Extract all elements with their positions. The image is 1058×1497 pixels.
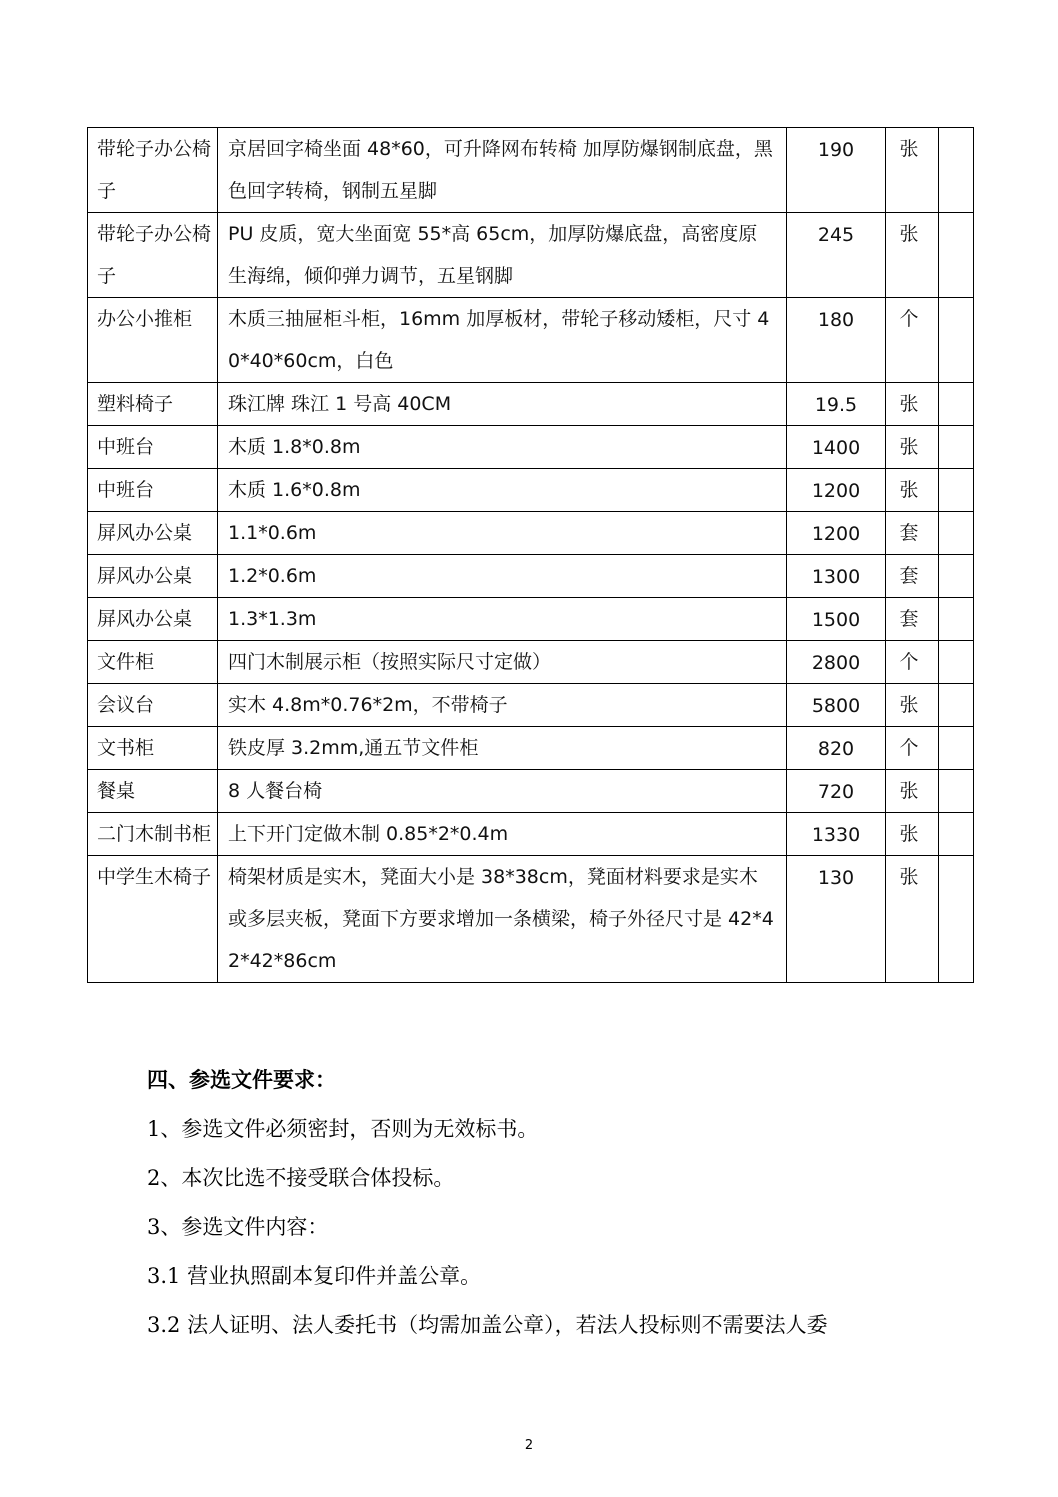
item-spec-cell: 木质 1.8*0.8m [218, 426, 787, 469]
table-row [88, 813, 974, 856]
item-blank-cell [939, 298, 974, 383]
requirement-2: 2、本次比选不接受联合体投标。 [147, 1166, 455, 1190]
item-spec-cell: 铁皮厚 3.2mm,通五节文件柜 [218, 727, 787, 770]
item-spec-cell: 上下开门定做木制 0.85*2*0.4m [218, 813, 787, 856]
item-blank-cell [939, 684, 974, 727]
furniture-table [87, 127, 974, 983]
item-unit-cell: 张 [886, 770, 939, 813]
requirement-3-1: 3.1 营业执照副本复印件并盖公章。 [147, 1264, 482, 1288]
item-name-cell: 屏风办公桌 [88, 555, 218, 598]
table-row [88, 641, 974, 684]
table-row [88, 469, 974, 512]
item-unit-cell: 张 [886, 426, 939, 469]
item-blank-cell [939, 469, 974, 512]
item-name-cell: 文书柜 [88, 727, 218, 770]
item-spec-cell: 四门木制展示柜（按照实际尺寸定做） [218, 641, 787, 684]
item-price-cell: 1330 [787, 813, 886, 856]
item-blank-cell [939, 598, 974, 641]
item-name-cell: 餐桌 [88, 770, 218, 813]
item-unit-cell: 张 [886, 856, 939, 983]
item-spec-cell: 椅架材质是实木，凳面大小是 38*38cm，凳面材料要求是实木或多层夹板，凳面下方要求增加一条横梁，椅子外径尺寸是 42*42*42*86cm [218, 856, 787, 983]
item-price-cell: 1200 [787, 512, 886, 555]
item-name-cell: 屏风办公桌 [88, 512, 218, 555]
table-row [88, 426, 974, 469]
item-unit-cell: 套 [886, 555, 939, 598]
table-row [88, 555, 974, 598]
item-name-cell: 文件柜 [88, 641, 218, 684]
requirement-1: 1、参选文件必须密封，否则为无效标书。 [147, 1117, 539, 1141]
item-price-cell: 180 [787, 298, 886, 383]
item-blank-cell [939, 383, 974, 426]
item-name-cell: 中班台 [88, 426, 218, 469]
item-blank-cell [939, 813, 974, 856]
item-unit-cell: 张 [886, 813, 939, 856]
item-unit-cell: 个 [886, 298, 939, 383]
table-row [88, 770, 974, 813]
item-spec-cell: 木质 1.6*0.8m [218, 469, 787, 512]
section-heading: 四、参选文件要求： [147, 1067, 336, 1092]
item-spec-cell: PU 皮质，宽大坐面宽 55*高 65cm，加厚防爆底盘，高密度原生海绵，倾仰弹力调节，五星钢脚 [218, 213, 787, 298]
item-name-cell: 塑料椅子 [88, 383, 218, 426]
item-unit-cell: 套 [886, 598, 939, 641]
item-name-cell: 带轮子办公椅子 [88, 213, 218, 298]
item-name-cell: 会议台 [88, 684, 218, 727]
table-row [88, 213, 974, 298]
item-blank-cell [939, 641, 974, 684]
item-spec-cell: 珠江牌 珠江 1 号高 40CM [218, 383, 787, 426]
item-unit-cell: 套 [886, 512, 939, 555]
item-price-cell: 1500 [787, 598, 886, 641]
item-blank-cell [939, 856, 974, 983]
table-row [88, 298, 974, 383]
item-unit-cell: 张 [886, 383, 939, 426]
item-blank-cell [939, 770, 974, 813]
item-spec-cell: 实木 4.8m*0.76*2m，不带椅子 [218, 684, 787, 727]
table-row [88, 856, 974, 983]
item-spec-cell: 1.3*1.3m [218, 598, 787, 641]
item-price-cell: 720 [787, 770, 886, 813]
item-unit-cell: 个 [886, 727, 939, 770]
item-price-cell: 190 [787, 128, 886, 213]
table-row [88, 383, 974, 426]
item-blank-cell [939, 128, 974, 213]
item-price-cell: 1300 [787, 555, 886, 598]
table-body [88, 128, 974, 983]
item-blank-cell [939, 555, 974, 598]
item-price-cell: 1400 [787, 426, 886, 469]
requirement-3: 3、参选文件内容： [147, 1215, 329, 1239]
item-unit-cell: 张 [886, 469, 939, 512]
item-price-cell: 245 [787, 213, 886, 298]
item-spec-cell: 木质三抽屉柜斗柜，16mm 加厚板材，带轮子移动矮柜，尺寸 40*40*60cm，白色 [218, 298, 787, 383]
item-name-cell: 中学生木椅子 [88, 856, 218, 983]
item-spec-cell: 1.1*0.6m [218, 512, 787, 555]
item-unit-cell: 个 [886, 641, 939, 684]
bid-document-requirements [147, 1058, 977, 1352]
item-price-cell: 820 [787, 727, 886, 770]
item-name-cell: 带轮子办公椅子 [88, 128, 218, 213]
item-blank-cell [939, 426, 974, 469]
item-blank-cell [939, 213, 974, 298]
item-price-cell: 5800 [787, 684, 886, 727]
requirement-3-2: 3.2 法人证明、法人委托书（均需加盖公章），若法人投标则不需要法人委 [147, 1313, 828, 1337]
table-row [88, 727, 974, 770]
item-spec-cell: 8 人餐台椅 [218, 770, 787, 813]
item-price-cell: 130 [787, 856, 886, 983]
item-unit-cell: 张 [886, 684, 939, 727]
item-name-cell: 中班台 [88, 469, 218, 512]
item-price-cell: 2800 [787, 641, 886, 684]
item-price-cell: 1200 [787, 469, 886, 512]
table-row [88, 128, 974, 213]
item-unit-cell: 张 [886, 128, 939, 213]
item-name-cell: 二门木制书柜 [88, 813, 218, 856]
item-blank-cell [939, 727, 974, 770]
item-spec-cell: 1.2*0.6m [218, 555, 787, 598]
item-spec-cell: 京居回字椅坐面 48*60，可升降网布转椅 加厚防爆钢制底盘，黑色回字转椅，钢制五星脚 [218, 128, 787, 213]
item-name-cell: 屏风办公桌 [88, 598, 218, 641]
item-blank-cell [939, 512, 974, 555]
item-price-cell: 19.5 [787, 383, 886, 426]
page-number: 2 [524, 1438, 534, 1453]
table-row [88, 684, 974, 727]
table-row [88, 512, 974, 555]
item-unit-cell: 张 [886, 213, 939, 298]
item-name-cell: 办公小推柜 [88, 298, 218, 383]
table-row [88, 598, 974, 641]
